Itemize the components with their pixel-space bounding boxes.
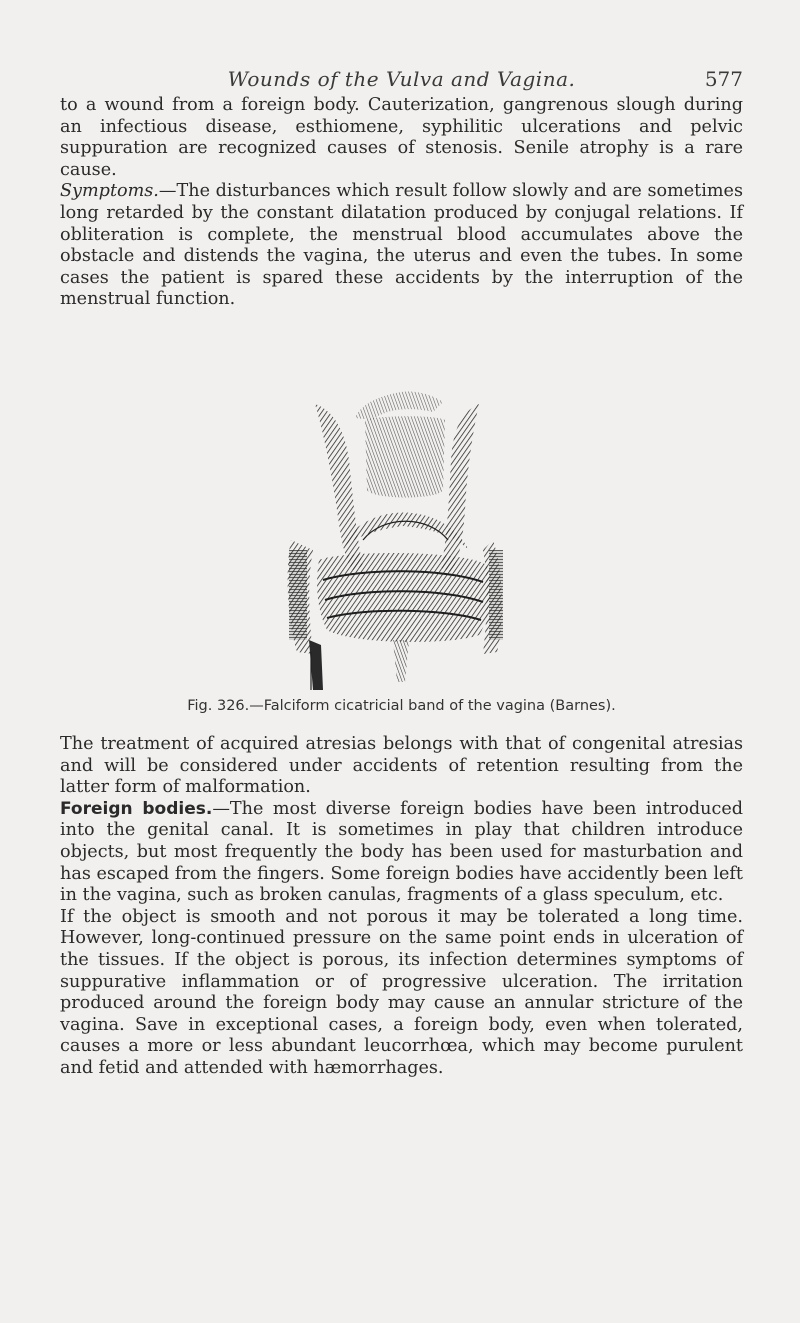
paragraph-tolerance: If the object is smooth and not porous it may be tolerated a long time. However, long-continued pressure on the same point ends in ulceration of the tissues. If the object is porous, its infection determines symptoms of suppurative inflammation or of progressive ulceration. The irritation produced around the foreign body may cause an annular stricture of the vagina. Save in exceptional cases, a foreign body, even when tolerated, causes a more or less abundant leucorrhœa, which may become purulent and fetid and attended with hæmorrhages. [60, 906, 743, 1078]
figure-caption: Fig. 326.—Falciform cicatricial band of the vagina (Barnes). [187, 698, 616, 714]
running-title: Wounds of the Vulva and Vagina. [227, 67, 576, 91]
cervix-shape [355, 391, 443, 420]
paragraph-stenosis-causes: to a wound from a foreign body. Cauterization, gangrenous slough during an infectious disease, esthiomene, syphilitic ulcerations and pelvic suppuration are recognized causes of stenosis. Senile atrophy is a rare cause. [60, 95, 743, 180]
bottom-text-block [60, 734, 743, 1080]
paragraph-symptoms [60, 181, 743, 311]
page-number: 577 [704, 67, 743, 91]
paragraph-foreign-bodies [60, 799, 743, 907]
top-text-block [60, 95, 743, 311]
foreign-bodies-body: —The most diverse foreign bodies have been introduced into the genital canal. It is sometimes in play that children introduce objects, but most frequently the body has been used for masturbation and has escaped from the fingers. Some foreign bodies have accidently been left in the vagina, such as broken canulas, fragments of a glass speculum, etc. [60, 798, 743, 906]
foreign-bodies-heading: Foreign bodies. [60, 798, 213, 819]
paragraph-treatment: The treatment of acquired atresias belongs with that of congenital atresias and will be considered under accidents of retention resulting from the latter form of malformation. [60, 734, 743, 798]
symptoms-body: —The disturbances which result follow slowly and are sometimes long retarded by the constant dilatation produced by conjugal relations. If obliteration is complete, the menstrual blood accumulates above the obstacle and distends the vagina, the uterus and even the tubes. In some cases the patient is spared these accidents by the interruption of the menstrual function. [60, 181, 743, 310]
symptoms-heading: Symptoms. [60, 181, 159, 202]
left-wall-upper [315, 404, 363, 570]
figure-326-illustration [283, 390, 523, 690]
page-header [60, 67, 743, 91]
right-wall-upper [441, 404, 479, 572]
central-column [365, 416, 445, 497]
